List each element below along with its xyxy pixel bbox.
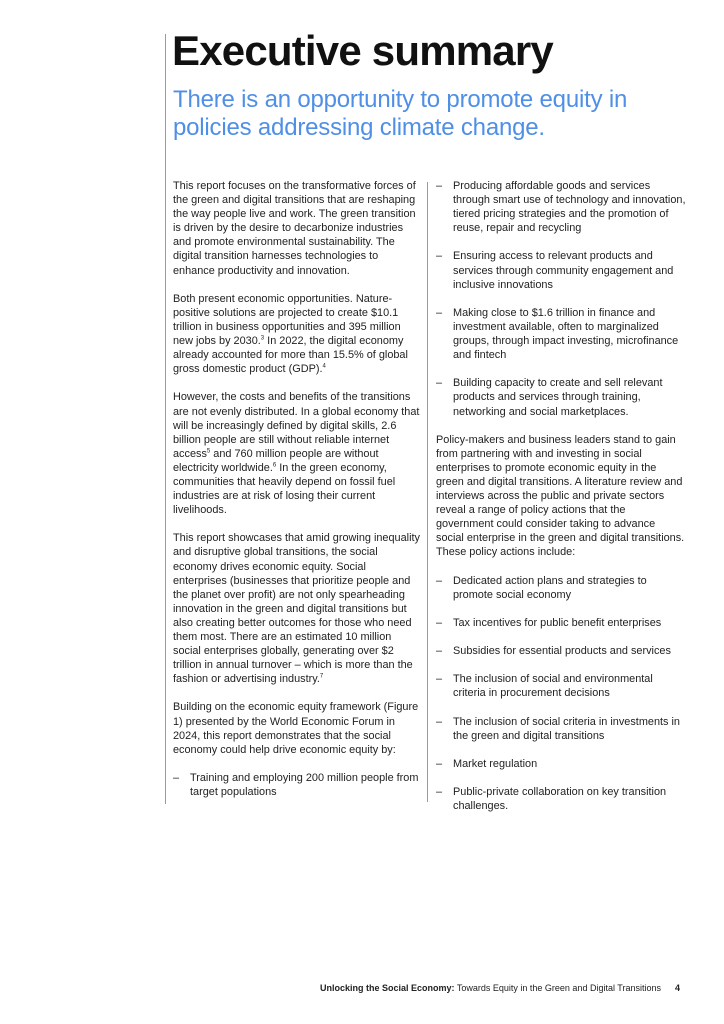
- framework-paragraph: Building on the economic equity framework (Figure 1) presented by the World Economic Forum in 2024, this report demonstrates that the social economy could help drive economic equity by:: [173, 701, 419, 756]
- list-item: – Ensuring access to relevant products and services through community engagement and inclusive innovations: [436, 249, 686, 291]
- footnote-ref: 3: [260, 335, 265, 342]
- right-column: [436, 179, 686, 813]
- list-item: – Tax incentives for public benefit enterprises: [436, 616, 686, 630]
- page-number: 4: [674, 983, 680, 993]
- left-column: [173, 179, 420, 799]
- column-divider-rule: [427, 182, 428, 802]
- page-title: Executive summary: [172, 27, 553, 74]
- intro-paragraph: This report focuses on the transformative forces of the green and digital transitions that are reshaping the way people live and work. The green transition is driven by the desire to decarbonize industries and promote environmental sustainability. The digital transition harnesses technologies to enhance productivity and innovation.: [173, 180, 416, 277]
- opportunities-paragraph: Both present economic opportunities. Nature-positive solutions are projected to create $10.1 trillion in business opportunities and 395 million new jobs by 2030.$^3$ In 2022, the digital economy already accounted for more than 15.5% of global gross domestic product (GDP).$^4$: [173, 292, 408, 376]
- list-item: – The inclusion of social and environmental criteria in procurement decisions: [436, 672, 686, 700]
- left-vertical-rule: [165, 34, 166, 804]
- policy-actions-list: [436, 574, 686, 814]
- list-item: – Producing affordable goods and services through smart use of technology and innovation, tiered pricing strategies and the promotion of reuse, repair and recycling: [436, 179, 686, 235]
- list-item: – Making close to $1.6 trillion in finance and investment available, often to marginalized groups, through impact investing, microfinance and fintech: [436, 306, 686, 362]
- page-footer: [320, 983, 680, 993]
- list-item: – Subsidies for essential products and services: [436, 644, 686, 658]
- list-item: – Public-private collaboration on key transition challenges.: [436, 785, 686, 813]
- footer-report-subtitle: Towards Equity in the Green and Digital Transitions: [454, 983, 661, 993]
- equity-drivers-list-continued: [436, 179, 686, 419]
- equity-drivers-list: [173, 771, 420, 799]
- costs-paragraph: However, the costs and benefits of the transitions are not evenly distributed. In a global economy that will be increasingly defined by digital skills, 2.6 billion people are still without reliable internet access$^5$ and 760 million people are without electricity worldwide.$^6$ In the green economy, communities that heavily depend on fossil fuel industries are at risk of losing their current livelihoods.: [173, 391, 420, 517]
- list-item: – Market regulation: [436, 757, 686, 771]
- footnote-ref: 7: [319, 673, 324, 680]
- footer-report-title: Unlocking the Social Economy:: [320, 983, 455, 993]
- footnote-ref: 6: [272, 462, 277, 469]
- policy-paragraph: Policy-makers and business leaders stand to gain from partnering with and investing in social enterprises to promote economic equity in the green and digital transitions. A literature review and interviews across the public and private sectors reveal a range of policy actions that the government could consider taking to advance social enterprise in the green and digital transitions. These policy actions include:: [436, 433, 685, 559]
- list-item: – Dedicated action plans and strategies to promote social economy: [436, 574, 686, 602]
- page-subtitle: There is an opportunity to promote equity in policies addressing climate change.: [173, 86, 628, 141]
- social-economy-paragraph: This report showcases that amid growing inequality and disruptive global transitions, the social economy drives economic equity. Social enterprises (businesses that prioritize people and the planet over profit) are not only spearheading innovation in the green and digital transitions but also creating better outcomes for those who need them most. There are an estimated 10 million social enterprises globally, generating over $2 trillion in annual turnover – which is more than the fashion or advertising industry.$^7$: [173, 532, 420, 686]
- list-item: – Training and employing 200 million people from target populations: [173, 771, 420, 799]
- footnote-ref: 5: [206, 448, 211, 455]
- footnote-ref: 4: [322, 363, 326, 370]
- list-item: – The inclusion of social criteria in investments in the green and digital transitions: [436, 715, 686, 743]
- list-item: – Building capacity to create and sell relevant products and services through training, networking and social marketplaces.: [436, 376, 686, 418]
